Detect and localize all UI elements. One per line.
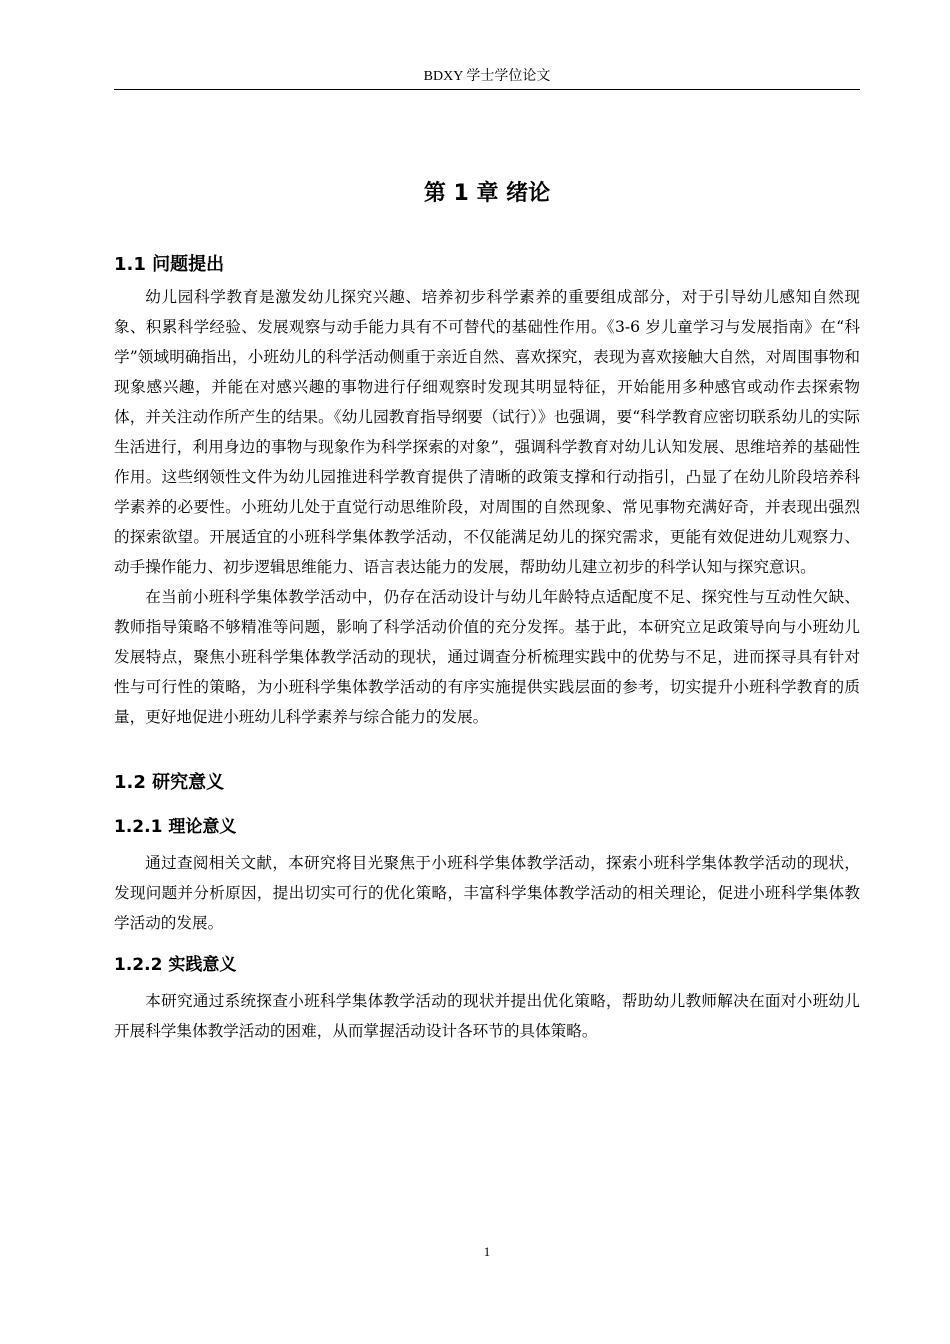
section-heading-1-2-2: 1.2.2 实践意义	[114, 955, 237, 975]
page-number: 1	[483, 1244, 491, 1259]
paragraph-1-2-1: 通过查阅相关文献，本研究将目光聚焦于小班科学集体教学活动，探索小班科学集体教学活动的现状，发现问题并分析原因，提出切实可行的优化策略，丰富科学集体教学活动的相关理论，促进小班科学集体教学活动的发展。	[114, 854, 860, 932]
paragraph-1-2-2: 本研究通过系统探查小班科学集体教学活动的现状并提出优化策略，帮助幼儿教师解决在面对小班幼儿开展科学集体教学活动的困难，从而掌握活动设计各环节的具体策略。	[114, 992, 860, 1040]
paragraph-1-1-b: 在当前小班科学集体教学活动中，仍存在活动设计与幼儿年龄特点适配度不足、探究性与互动性欠缺、教师指导策略不够精准等问题，影响了科学活动价值的充分发挥。基于此，本研究立足政策导向与小班幼儿发展特点，聚焦小班科学集体教学活动的现状，通过调查分析梳理实践中的优势与不足，进而探寻具有针对性与可行性的策略，为小班科学集体教学活动的有序实施提供实践层面的参考，切实提升小班科学教育的质量，更好地促进小班幼儿科学素养与综合能力的发展。	[114, 588, 860, 726]
paragraph-1-1-a: 幼儿园科学教育是激发幼儿探究兴趣、培养初步科学素养的重要组成部分，对于引导幼儿感知自然现象、积累科学经验、发展观察与动手能力具有不可替代的基础性作用。《3-6 岁儿童学习与发展指南》在“科学”领域明确指出，小班幼儿的科学活动侧重于亲近自然、喜欢探究，表现为喜欢接触大自然，对周围事物和现象感兴趣，并能在对感兴趣的事物进行仔细观察时发现其明显特征，开始能用多种感官或动作去探索物体，并关注动作所产生的结果。《幼儿园教育指导纲要（试行）》也强调，要“科学教育应密切联系幼儿的实际生活进行，利用身边的事物与现象作为科学探索的对象”，强调科学教育对幼儿认知发展、思维培养的基础性作用。这些纲领性文件为幼儿园推进科学教育提供了清晰的政策支撑和行动指引，凸显了在幼儿阶段培养科学素养的必要性。小班幼儿处于直觉行动思维阶段，对周围的自然现象、常见事物充满好奇，并表现出强烈的探索欲望。开展适宜的小班科学集体教学活动，不仅能满足幼儿的探究需求，更能有效促进幼儿观察力、动手操作能力、初步逻辑思维能力、语言表达能力的发展，帮助幼儿建立初步的科学认知与探究意识。	[114, 288, 860, 576]
section-heading-1-2: 1.2 研究意义	[114, 772, 225, 793]
section-heading-1-1: 1.1 问题提出	[114, 254, 225, 275]
section-heading-1-2-1: 1.2.1 理论意义	[114, 817, 237, 837]
chapter-title: 第 1 章 绪论	[423, 181, 551, 206]
running-header: BDXY 学士学位论文	[423, 69, 551, 84]
page-body	[114, 174, 860, 1046]
header-divider	[114, 89, 860, 90]
